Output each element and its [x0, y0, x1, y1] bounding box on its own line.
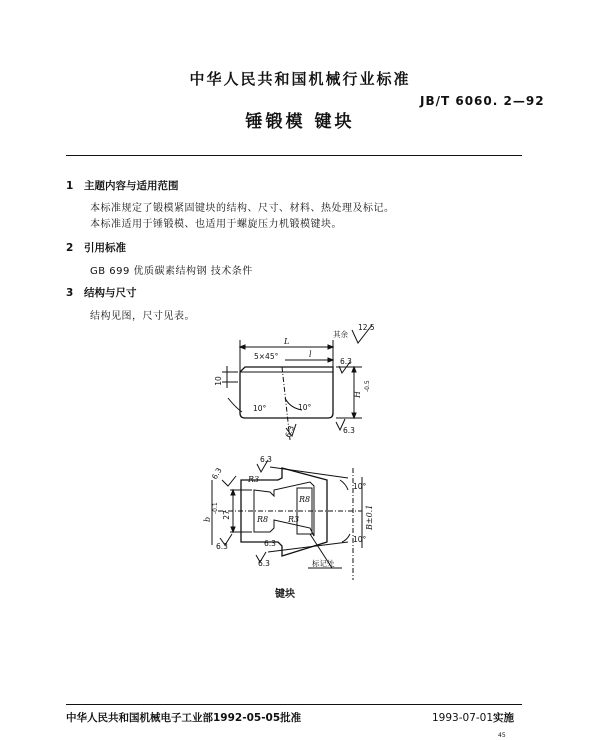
- angle-label: 10°: [253, 404, 267, 413]
- angle-label: 10°: [353, 535, 367, 544]
- angle-label: 10°: [298, 403, 312, 412]
- body-text: GB 699 优质碳素结构钢 技术条件: [90, 266, 253, 277]
- arrowhead: [231, 490, 235, 495]
- arrowhead: [240, 345, 245, 349]
- arrowhead: [328, 345, 333, 349]
- dimension-b-tolerance: -0.1: [212, 502, 219, 514]
- dimension-b: b: [203, 516, 212, 522]
- section-3-heading: [66, 285, 137, 300]
- body-text: 本标准规定了锻模紧固键块的结构、尺寸、材料、热处理及标记。: [90, 203, 395, 214]
- dimension-L: L: [284, 337, 290, 346]
- section-number: 1: [66, 180, 74, 192]
- dimension-l: l: [309, 350, 312, 359]
- page-number: 45: [498, 732, 506, 739]
- figure-caption: 键块: [275, 589, 295, 600]
- header-rule: [66, 155, 522, 156]
- angle-arc: [340, 480, 348, 490]
- section-title: 结构与尺寸: [84, 287, 137, 299]
- organization-name: 中华人民共和国机械行业标准: [189, 70, 411, 88]
- roughness-value: 6.3: [264, 539, 276, 548]
- roughness-value: 6.3: [283, 424, 296, 439]
- dimension-10: 10: [214, 376, 223, 386]
- section-number: 3: [66, 287, 74, 299]
- dimension-H-tolerance: -0.5: [364, 380, 371, 392]
- section-number: 2: [66, 242, 74, 254]
- radius-label: R3: [288, 515, 300, 524]
- angle-label: 10°: [353, 482, 367, 491]
- footer-rule: [66, 704, 522, 705]
- roughness-value: 6.3: [343, 426, 355, 435]
- effective-label: 实施: [493, 712, 515, 724]
- arrowhead: [231, 527, 235, 532]
- roughness-value: 6.3: [340, 357, 352, 366]
- arrowhead: [328, 358, 333, 362]
- section-title: 主题内容与适用范围: [84, 180, 179, 192]
- arrowhead: [352, 413, 356, 418]
- radius-label: R8: [257, 515, 269, 524]
- roughness-rest-label: 其余: [333, 330, 348, 339]
- dimension-H: H: [353, 391, 362, 398]
- dimension-27: 27: [222, 510, 231, 520]
- dimension-B: B±0.1: [365, 504, 374, 530]
- roughness-value: 6.3: [209, 466, 224, 481]
- page-title: 锤锻模 键块: [245, 112, 355, 132]
- roughness-symbol: [222, 476, 236, 486]
- section-1-heading: [66, 178, 179, 193]
- roughness-value: 6.3: [216, 542, 228, 551]
- effective-date: [432, 710, 514, 725]
- roughness-rest-value: 12.5: [358, 323, 375, 332]
- radius-label: R3: [248, 475, 260, 484]
- body-text: 本标准适用于锤锻模、也适用于螺旋压力机锻模键块。: [90, 219, 342, 230]
- body-text: 结构见图，尺寸见表。: [90, 311, 195, 322]
- section-title: 引用标准: [84, 242, 126, 254]
- section-2-heading: [66, 240, 126, 255]
- key-block-drawing: [0, 320, 600, 585]
- inner-outline: [254, 482, 314, 536]
- arrowhead: [352, 367, 356, 372]
- standard-number: JB/T 6060. 2—92: [420, 94, 545, 108]
- effective-date-value: 1993-07-01: [432, 712, 494, 724]
- angle-arc: [342, 534, 350, 542]
- radius-label: R8: [299, 495, 311, 504]
- chamfer-label: 5×45°: [254, 352, 279, 361]
- roughness-value: 6.3: [258, 559, 270, 568]
- roughness-value: 6.3: [260, 455, 272, 464]
- issuer: 中华人民共和国机械电子工业部1992-05-05批准: [66, 712, 302, 724]
- marking-label: 标记处: [312, 559, 335, 568]
